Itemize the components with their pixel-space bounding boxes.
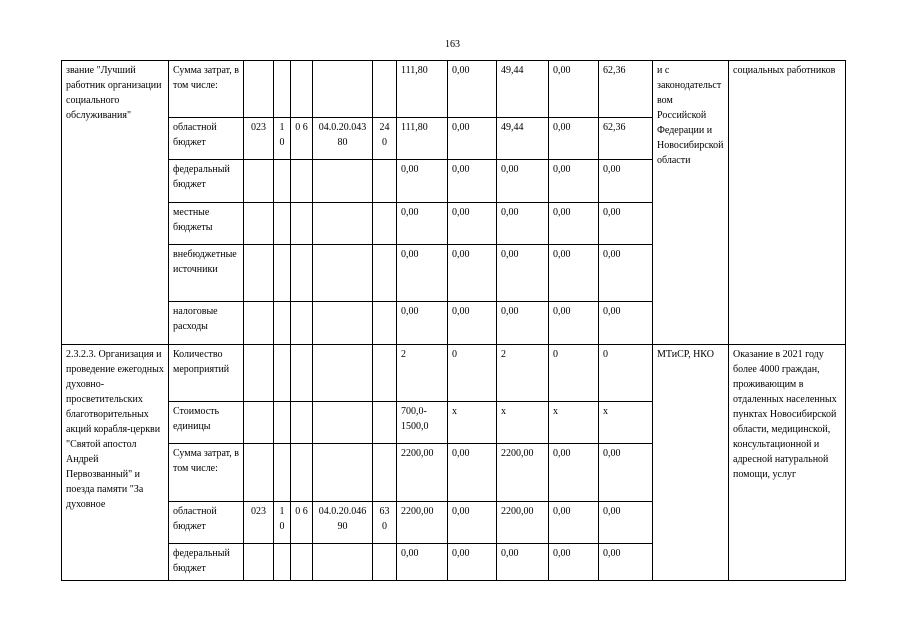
cell-v4: 0,00 — [549, 502, 599, 544]
cell-v4: 0,00 — [549, 160, 599, 203]
cell-v3: 49,44 — [497, 118, 549, 160]
cell-v3: 2 — [497, 345, 549, 402]
cell-v3: 0,00 — [497, 203, 549, 245]
cell-v4: 0,00 — [549, 444, 599, 502]
cell-v5: 0,00 — [599, 444, 653, 502]
cell-pr — [291, 544, 313, 581]
cell-v3: 2200,00 — [497, 444, 549, 502]
cell-v1: 111,80 — [397, 61, 448, 118]
cell-v5: 0,00 — [599, 544, 653, 581]
cell-pr — [291, 345, 313, 402]
cell-v2: 0 — [448, 345, 497, 402]
cell-v1: 700,0-1500,0 — [397, 402, 448, 444]
indicator-label-cell: Сумма затрат, в том числе: — [169, 444, 244, 502]
cell-rz — [274, 160, 291, 203]
cell-vr — [373, 345, 397, 402]
cell-pr — [291, 444, 313, 502]
cell-v1: 2200,00 — [397, 502, 448, 544]
cell-v3: 0,00 — [497, 245, 549, 302]
cell-v4: 0 — [549, 345, 599, 402]
cell-pr — [291, 61, 313, 118]
cell-v1: 0,00 — [397, 302, 448, 345]
cell-pr — [291, 160, 313, 203]
cell-pr — [291, 402, 313, 444]
cell-grbs — [244, 160, 274, 203]
cell-v3: 0,00 — [497, 160, 549, 203]
cell-csr — [313, 402, 373, 444]
cell-vr: 24 0 — [373, 118, 397, 160]
indicator-label-cell: местные бюджеты — [169, 203, 244, 245]
cell-rz — [274, 544, 291, 581]
cell-v4: 0,00 — [549, 118, 599, 160]
cell-v2: 0,00 — [448, 118, 497, 160]
cell-csr — [313, 61, 373, 118]
cell-v4: 0,00 — [549, 203, 599, 245]
performer-cell: и с законодательством Российской Федерации и Новосибирской области — [653, 61, 729, 345]
indicator-label-cell: областной бюджет — [169, 502, 244, 544]
activity-description-cell: 2.3.2.3. Организация и проведение ежегодных духовно-просветительских благотворительных акций корабля-церкви "Святой апостол Андрей Первозванный" и поезда памяти "За духовное — [62, 345, 169, 581]
cell-v1: 2 — [397, 345, 448, 402]
indicator-label-cell: Количество мероприятий — [169, 345, 244, 402]
cell-v2: 0,00 — [448, 245, 497, 302]
cell-rz — [274, 245, 291, 302]
cell-csr — [313, 345, 373, 402]
cell-v1: 0,00 — [397, 160, 448, 203]
page-number: 163 — [445, 39, 460, 50]
indicator-label-cell: областной бюджет — [169, 118, 244, 160]
indicator-label-cell: внебюджетные источники — [169, 245, 244, 302]
cell-v2: 0,00 — [448, 302, 497, 345]
cell-vr — [373, 544, 397, 581]
expected-result-cell: Оказание в 2021 году более 4000 граждан, проживающим в отдаленных населенных пунктах Новосибирской области, медицинской, консультационной и адресной натуральной помощи, услуг — [729, 345, 846, 581]
cell-grbs — [244, 444, 274, 502]
cell-csr — [313, 444, 373, 502]
cell-csr — [313, 203, 373, 245]
cell-vr — [373, 160, 397, 203]
cell-v5: 0,00 — [599, 245, 653, 302]
cell-v5: 0,00 — [599, 203, 653, 245]
cell-v3: 49,44 — [497, 61, 549, 118]
cell-csr — [313, 544, 373, 581]
indicator-label-cell: федеральный бюджет — [169, 544, 244, 581]
cell-rz — [274, 444, 291, 502]
cell-csr — [313, 302, 373, 345]
cell-pr — [291, 245, 313, 302]
cell-v5: 62,36 — [599, 118, 653, 160]
cell-pr — [291, 203, 313, 245]
cell-rz — [274, 302, 291, 345]
cell-csr — [313, 160, 373, 203]
cell-grbs — [244, 402, 274, 444]
cell-v3: 0,00 — [497, 302, 549, 345]
indicator-label-cell: Стоимость единицы — [169, 402, 244, 444]
cell-rz: 1 0 — [274, 118, 291, 160]
cell-vr — [373, 302, 397, 345]
cell-v5: 0,00 — [599, 502, 653, 544]
cell-vr — [373, 203, 397, 245]
cell-v4: x — [549, 402, 599, 444]
cell-v1: 0,00 — [397, 544, 448, 581]
cell-grbs — [244, 61, 274, 118]
activity-description-cell: звание "Лучший работник организации социального обслуживания" — [62, 61, 169, 345]
table-row — [62, 345, 846, 402]
cell-v2: 0,00 — [448, 502, 497, 544]
cell-v1: 2200,00 — [397, 444, 448, 502]
cell-v4: 0,00 — [549, 302, 599, 345]
expected-result-cell: социальных работников — [729, 61, 846, 345]
cell-v5: x — [599, 402, 653, 444]
cell-rz — [274, 61, 291, 118]
budget-table — [61, 60, 846, 581]
indicator-label-cell: Сумма затрат, в том числе: — [169, 61, 244, 118]
cell-v3: x — [497, 402, 549, 444]
cell-v1: 0,00 — [397, 245, 448, 302]
performer-cell: МТиСР, НКО — [653, 345, 729, 581]
cell-v2: 0,00 — [448, 544, 497, 581]
cell-v2: 0,00 — [448, 61, 497, 118]
cell-grbs — [244, 544, 274, 581]
cell-csr: 04.0.20.04690 — [313, 502, 373, 544]
cell-vr — [373, 444, 397, 502]
cell-grbs — [244, 245, 274, 302]
cell-vr — [373, 402, 397, 444]
cell-vr — [373, 245, 397, 302]
cell-grbs — [244, 345, 274, 402]
cell-vr: 63 0 — [373, 502, 397, 544]
cell-v4: 0,00 — [549, 61, 599, 118]
indicator-label-cell: федеральный бюджет — [169, 160, 244, 203]
cell-pr — [291, 302, 313, 345]
cell-v5: 62,36 — [599, 61, 653, 118]
cell-csr: 04.0.20.04380 — [313, 118, 373, 160]
cell-v1: 0,00 — [397, 203, 448, 245]
cell-rz — [274, 203, 291, 245]
cell-v2: 0,00 — [448, 203, 497, 245]
cell-v2: 0,00 — [448, 444, 497, 502]
cell-rz: 1 0 — [274, 502, 291, 544]
cell-v5: 0,00 — [599, 160, 653, 203]
cell-v3: 2200,00 — [497, 502, 549, 544]
cell-v2: x — [448, 402, 497, 444]
indicator-label-cell: налоговые расходы — [169, 302, 244, 345]
cell-v1: 111,80 — [397, 118, 448, 160]
table-row — [62, 61, 846, 118]
cell-v4: 0,00 — [549, 245, 599, 302]
cell-pr: 0 6 — [291, 118, 313, 160]
cell-v2: 0,00 — [448, 160, 497, 203]
cell-v3: 0,00 — [497, 544, 549, 581]
cell-grbs: 023 — [244, 502, 274, 544]
table-body — [62, 61, 846, 581]
cell-csr — [313, 245, 373, 302]
cell-grbs: 023 — [244, 118, 274, 160]
cell-grbs — [244, 302, 274, 345]
cell-v5: 0 — [599, 345, 653, 402]
cell-rz — [274, 345, 291, 402]
cell-grbs — [244, 203, 274, 245]
cell-rz — [274, 402, 291, 444]
cell-vr — [373, 61, 397, 118]
cell-pr: 0 6 — [291, 502, 313, 544]
cell-v5: 0,00 — [599, 302, 653, 345]
cell-v4: 0,00 — [549, 544, 599, 581]
